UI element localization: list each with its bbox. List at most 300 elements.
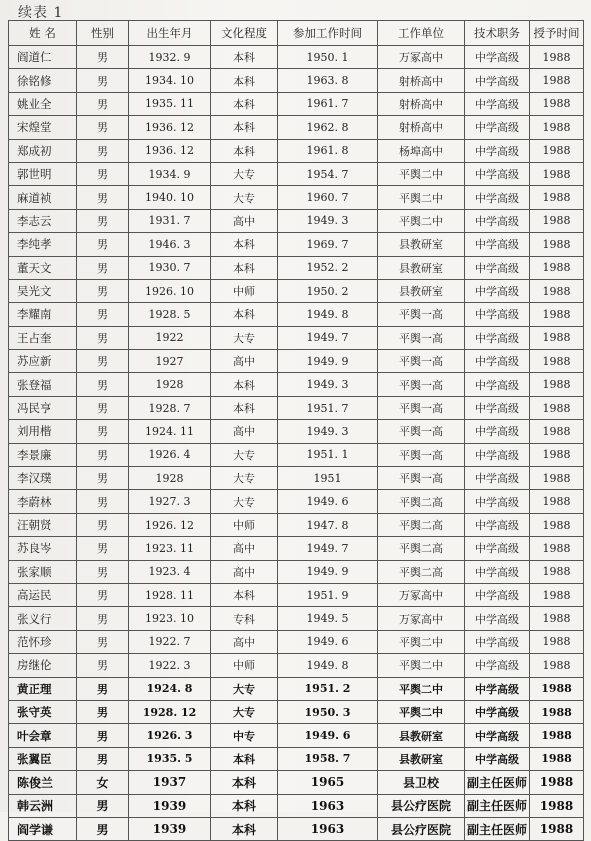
cell-education: 本科 (211, 817, 278, 840)
cell-education: 本科 (211, 771, 278, 794)
cell-gender: 男 (77, 583, 129, 606)
table-row (9, 443, 584, 466)
cell-title: 中学高级 (465, 186, 530, 209)
cell-work-start: 1951. 7 (278, 396, 378, 419)
cell-name: 张翼臣 (9, 747, 77, 770)
cell-education: 本科 (211, 256, 278, 279)
cell-name: 叶会章 (9, 724, 77, 747)
table-row (9, 92, 584, 115)
cell-workplace: 县教研室 (378, 747, 465, 770)
cell-gender: 男 (77, 490, 129, 513)
table-row (9, 233, 584, 256)
cell-name: 李景廉 (9, 443, 77, 466)
table-row (9, 677, 584, 700)
table-row (9, 794, 584, 817)
cell-birth: 1923. 10 (129, 607, 211, 630)
cell-workplace: 平舆一高 (378, 373, 465, 396)
cell-gender: 男 (77, 817, 129, 840)
cell-education: 大专 (211, 467, 278, 490)
cell-granted: 1988 (530, 279, 584, 302)
cell-birth: 1922. 7 (129, 630, 211, 653)
cell-workplace: 平舆二高 (378, 513, 465, 536)
cell-education: 大专 (211, 490, 278, 513)
table-row (9, 817, 584, 840)
cell-granted: 1988 (530, 139, 584, 162)
cell-granted: 1988 (530, 373, 584, 396)
cell-granted: 1988 (530, 162, 584, 185)
header-education: 文化程度 (211, 21, 278, 46)
cell-granted: 1988 (530, 537, 584, 560)
cell-work-start: 1960. 7 (278, 186, 378, 209)
cell-gender: 男 (77, 116, 129, 139)
cell-title: 中学高级 (465, 116, 530, 139)
cell-workplace: 平舆一高 (378, 303, 465, 326)
cell-work-start: 1950. 2 (278, 279, 378, 302)
cell-title: 中学高级 (465, 467, 530, 490)
cell-workplace: 万冢高中 (378, 607, 465, 630)
cell-birth: 1927 (129, 350, 211, 373)
cell-birth: 1926. 10 (129, 279, 211, 302)
cell-gender: 男 (77, 700, 129, 723)
cell-granted: 1988 (530, 92, 584, 115)
table-header-row (9, 21, 584, 46)
cell-education: 高中 (211, 537, 278, 560)
cell-birth: 1926. 3 (129, 724, 211, 747)
cell-birth: 1928. 5 (129, 303, 211, 326)
cell-granted: 1988 (530, 256, 584, 279)
table-row (9, 747, 584, 770)
cell-work-start: 1947. 8 (278, 513, 378, 536)
cell-granted: 1988 (530, 583, 584, 606)
cell-title: 中学高级 (465, 630, 530, 653)
cell-work-start: 1949. 8 (278, 654, 378, 677)
table-row (9, 326, 584, 349)
cell-name: 郭世明 (9, 162, 77, 185)
header-work-start: 参加工作时间 (278, 21, 378, 46)
header-workplace: 工作单位 (378, 21, 465, 46)
cell-granted: 1988 (530, 350, 584, 373)
cell-gender: 男 (77, 46, 129, 69)
cell-education: 大专 (211, 186, 278, 209)
cell-name: 李蔚林 (9, 490, 77, 513)
cell-workplace: 射桥高中 (378, 69, 465, 92)
cell-granted: 1988 (530, 186, 584, 209)
cell-name: 冯民亨 (9, 396, 77, 419)
cell-gender: 男 (77, 607, 129, 630)
table-body (9, 46, 584, 841)
cell-gender: 男 (77, 537, 129, 560)
cell-birth: 1932. 9 (129, 46, 211, 69)
cell-birth: 1940. 10 (129, 186, 211, 209)
cell-workplace: 县公疗医院 (378, 817, 465, 840)
cell-education: 本科 (211, 46, 278, 69)
cell-granted: 1988 (530, 771, 584, 794)
cell-gender: 男 (77, 747, 129, 770)
cell-education: 中师 (211, 279, 278, 302)
cell-workplace: 平舆一高 (378, 443, 465, 466)
cell-education: 高中 (211, 420, 278, 443)
cell-birth: 1926. 4 (129, 443, 211, 466)
cell-education: 中师 (211, 513, 278, 536)
table-row (9, 350, 584, 373)
cell-title: 中学高级 (465, 373, 530, 396)
cell-title: 中学高级 (465, 654, 530, 677)
table-row (9, 69, 584, 92)
cell-workplace: 平舆一高 (378, 420, 465, 443)
cell-title: 中学高级 (465, 677, 530, 700)
header-granted: 授予时间 (530, 21, 584, 46)
cell-granted: 1988 (530, 700, 584, 723)
cell-work-start: 1951. 9 (278, 583, 378, 606)
cell-birth: 1926. 12 (129, 513, 211, 536)
table-row (9, 303, 584, 326)
cell-workplace: 射桥高中 (378, 116, 465, 139)
cell-name: 董天文 (9, 256, 77, 279)
cell-birth: 1928 (129, 373, 211, 396)
cell-education: 大专 (211, 443, 278, 466)
cell-gender: 男 (77, 443, 129, 466)
table-row (9, 560, 584, 583)
cell-workplace: 县教研室 (378, 724, 465, 747)
table-row (9, 209, 584, 232)
cell-workplace: 平舆二中 (378, 654, 465, 677)
cell-title: 中学高级 (465, 279, 530, 302)
cell-name: 张守英 (9, 700, 77, 723)
cell-title: 中学高级 (465, 537, 530, 560)
cell-education: 高中 (211, 350, 278, 373)
cell-granted: 1988 (530, 513, 584, 536)
cell-workplace: 平舆一高 (378, 396, 465, 419)
cell-granted: 1988 (530, 817, 584, 840)
cell-birth: 1928. 12 (129, 700, 211, 723)
table-row (9, 186, 584, 209)
cell-gender: 男 (77, 373, 129, 396)
cell-work-start: 1963 (278, 794, 378, 817)
cell-workplace: 县卫校 (378, 771, 465, 794)
cell-work-start: 1969. 7 (278, 233, 378, 256)
cell-granted: 1988 (530, 724, 584, 747)
table-row (9, 654, 584, 677)
cell-title: 中学高级 (465, 92, 530, 115)
cell-birth: 1930. 7 (129, 256, 211, 279)
cell-gender: 男 (77, 186, 129, 209)
cell-granted: 1988 (530, 467, 584, 490)
cell-education: 大专 (211, 162, 278, 185)
cell-granted: 1988 (530, 747, 584, 770)
cell-education: 本科 (211, 303, 278, 326)
cell-birth: 1937 (129, 771, 211, 794)
table-row (9, 630, 584, 653)
cell-work-start: 1949. 5 (278, 607, 378, 630)
cell-education: 本科 (211, 396, 278, 419)
cell-title: 中学高级 (465, 256, 530, 279)
cell-workplace: 射桥高中 (378, 92, 465, 115)
cell-birth: 1923. 11 (129, 537, 211, 560)
cell-granted: 1988 (530, 560, 584, 583)
cell-title: 中学高级 (465, 139, 530, 162)
cell-birth: 1934. 10 (129, 69, 211, 92)
table-row (9, 724, 584, 747)
table-row (9, 771, 584, 794)
cell-gender: 男 (77, 350, 129, 373)
cell-granted: 1988 (530, 46, 584, 69)
table-row (9, 279, 584, 302)
cell-name: 陈俊兰 (9, 771, 77, 794)
cell-education: 本科 (211, 747, 278, 770)
cell-birth: 1922 (129, 326, 211, 349)
cell-name: 张义行 (9, 607, 77, 630)
cell-work-start: 1952. 2 (278, 256, 378, 279)
cell-birth: 1928. 11 (129, 583, 211, 606)
cell-workplace: 平舆二中 (378, 700, 465, 723)
cell-granted: 1988 (530, 490, 584, 513)
cell-gender: 女 (77, 771, 129, 794)
cell-work-start: 1950. 1 (278, 46, 378, 69)
cell-education: 高中 (211, 209, 278, 232)
cell-granted: 1988 (530, 303, 584, 326)
cell-title: 中学高级 (465, 350, 530, 373)
cell-title: 中学高级 (465, 560, 530, 583)
cell-work-start: 1949. 7 (278, 326, 378, 349)
cell-education: 中师 (211, 654, 278, 677)
cell-gender: 男 (77, 560, 129, 583)
cell-work-start: 1951. 1 (278, 443, 378, 466)
header-title: 技术职务 (465, 21, 530, 46)
cell-education: 本科 (211, 139, 278, 162)
cell-workplace: 杨埠高中 (378, 139, 465, 162)
cell-education: 本科 (211, 583, 278, 606)
cell-birth: 1931. 7 (129, 209, 211, 232)
cell-work-start: 1949. 6 (278, 490, 378, 513)
cell-gender: 男 (77, 396, 129, 419)
cell-workplace: 平舆一高 (378, 350, 465, 373)
table-row (9, 139, 584, 162)
cell-name: 苏良岑 (9, 537, 77, 560)
cell-workplace: 平舆二中 (378, 630, 465, 653)
cell-granted: 1988 (530, 630, 584, 653)
cell-gender: 男 (77, 654, 129, 677)
cell-birth: 1934. 9 (129, 162, 211, 185)
table-row (9, 513, 584, 536)
cell-granted: 1988 (530, 116, 584, 139)
cell-name: 徐铭修 (9, 69, 77, 92)
cell-gender: 男 (77, 69, 129, 92)
cell-title: 中学高级 (465, 443, 530, 466)
cell-name: 范怀珍 (9, 630, 77, 653)
cell-granted: 1988 (530, 326, 584, 349)
cell-name: 黄正理 (9, 677, 77, 700)
cell-title: 中学高级 (465, 69, 530, 92)
cell-name: 郑成初 (9, 139, 77, 162)
cell-workplace: 平舆二中 (378, 186, 465, 209)
staff-table (8, 20, 584, 841)
cell-gender: 男 (77, 420, 129, 443)
cell-title: 中学高级 (465, 162, 530, 185)
cell-workplace: 平舆二中 (378, 162, 465, 185)
cell-birth: 1924. 11 (129, 420, 211, 443)
cell-workplace: 万冢高中 (378, 583, 465, 606)
cell-title: 中学高级 (465, 490, 530, 513)
table-row (9, 46, 584, 69)
cell-birth: 1935. 5 (129, 747, 211, 770)
header-name: 姓 名 (9, 21, 77, 46)
cell-title: 副主任医师 (465, 771, 530, 794)
table-row (9, 467, 584, 490)
cell-birth: 1924. 8 (129, 677, 211, 700)
cell-gender: 男 (77, 630, 129, 653)
cell-title: 中学高级 (465, 420, 530, 443)
cell-gender: 男 (77, 139, 129, 162)
cell-granted: 1988 (530, 420, 584, 443)
cell-name: 高运民 (9, 583, 77, 606)
cell-workplace: 平舆二高 (378, 537, 465, 560)
table-row (9, 396, 584, 419)
cell-birth: 1927. 3 (129, 490, 211, 513)
cell-granted: 1988 (530, 607, 584, 630)
cell-gender: 男 (77, 209, 129, 232)
cell-work-start: 1963. 8 (278, 69, 378, 92)
cell-name: 阎道仁 (9, 46, 77, 69)
cell-granted: 1988 (530, 677, 584, 700)
cell-work-start: 1962. 8 (278, 116, 378, 139)
cell-education: 本科 (211, 373, 278, 396)
cell-birth: 1939 (129, 817, 211, 840)
cell-workplace: 县教研室 (378, 279, 465, 302)
cell-education: 大专 (211, 326, 278, 349)
cell-birth: 1936. 12 (129, 116, 211, 139)
cell-gender: 男 (77, 162, 129, 185)
cell-name: 张家顺 (9, 560, 77, 583)
cell-gender: 男 (77, 467, 129, 490)
cell-title: 中学高级 (465, 700, 530, 723)
cell-birth: 1922. 3 (129, 654, 211, 677)
cell-work-start: 1949. 9 (278, 560, 378, 583)
cell-gender: 男 (77, 513, 129, 536)
cell-education: 专科 (211, 607, 278, 630)
cell-gender: 男 (77, 233, 129, 256)
cell-education: 大专 (211, 700, 278, 723)
table-row (9, 256, 584, 279)
cell-education: 本科 (211, 794, 278, 817)
cell-title: 中学高级 (465, 724, 530, 747)
cell-granted: 1988 (530, 69, 584, 92)
cell-workplace: 平舆二高 (378, 490, 465, 513)
cell-name: 李汉璞 (9, 467, 77, 490)
cell-title: 中学高级 (465, 326, 530, 349)
cell-education: 高中 (211, 560, 278, 583)
cell-name: 李纯孝 (9, 233, 77, 256)
cell-birth: 1923. 4 (129, 560, 211, 583)
cell-title: 中学高级 (465, 513, 530, 536)
cell-work-start: 1949. 3 (278, 209, 378, 232)
cell-name: 房继伦 (9, 654, 77, 677)
cell-name: 汪朝贤 (9, 513, 77, 536)
cell-name: 吴光文 (9, 279, 77, 302)
cell-birth: 1946. 3 (129, 233, 211, 256)
cell-gender: 男 (77, 677, 129, 700)
table-row (9, 583, 584, 606)
cell-work-start: 1949. 6 (278, 724, 378, 747)
table-row (9, 420, 584, 443)
cell-workplace: 平舆二高 (378, 560, 465, 583)
cell-gender: 男 (77, 303, 129, 326)
cell-workplace: 平舆一高 (378, 326, 465, 349)
cell-education: 本科 (211, 69, 278, 92)
cell-work-start: 1951. 2 (278, 677, 378, 700)
cell-birth: 1936. 12 (129, 139, 211, 162)
cell-work-start: 1949. 3 (278, 373, 378, 396)
cell-workplace: 平舆二中 (378, 677, 465, 700)
table-row (9, 162, 584, 185)
cell-title: 副主任医师 (465, 817, 530, 840)
cell-title: 中学高级 (465, 747, 530, 770)
cell-name: 张登福 (9, 373, 77, 396)
cell-granted: 1988 (530, 654, 584, 677)
cell-granted: 1988 (530, 233, 584, 256)
cell-birth: 1939 (129, 794, 211, 817)
cell-education: 大专 (211, 677, 278, 700)
cell-gender: 男 (77, 256, 129, 279)
header-birth: 出生年月 (129, 21, 211, 46)
cell-birth: 1928 (129, 467, 211, 490)
table-row (9, 116, 584, 139)
cell-name: 姚业全 (9, 92, 77, 115)
cell-work-start: 1950. 3 (278, 700, 378, 723)
cell-granted: 1988 (530, 209, 584, 232)
cell-work-start: 1958. 7 (278, 747, 378, 770)
cell-gender: 男 (77, 92, 129, 115)
cell-name: 王占奎 (9, 326, 77, 349)
cell-title: 中学高级 (465, 607, 530, 630)
cell-name: 苏应新 (9, 350, 77, 373)
cell-work-start: 1951 (278, 467, 378, 490)
cell-workplace: 县教研室 (378, 256, 465, 279)
cell-name: 阎学谦 (9, 817, 77, 840)
cell-work-start: 1949. 8 (278, 303, 378, 326)
cell-granted: 1988 (530, 794, 584, 817)
cell-birth: 1928. 7 (129, 396, 211, 419)
cell-work-start: 1965 (278, 771, 378, 794)
cell-workplace: 平舆一高 (378, 467, 465, 490)
cell-title: 中学高级 (465, 303, 530, 326)
cell-education: 本科 (211, 116, 278, 139)
table-row (9, 373, 584, 396)
cell-name: 李耀南 (9, 303, 77, 326)
table-row (9, 537, 584, 560)
cell-gender: 男 (77, 794, 129, 817)
cell-name: 韩云洲 (9, 794, 77, 817)
cell-work-start: 1949. 3 (278, 420, 378, 443)
table-caption: 续表 1 (18, 5, 64, 21)
cell-work-start: 1961. 7 (278, 92, 378, 115)
cell-granted: 1988 (530, 443, 584, 466)
table-row (9, 490, 584, 513)
cell-education: 本科 (211, 92, 278, 115)
cell-title: 中学高级 (465, 46, 530, 69)
header-gender: 性别 (77, 21, 129, 46)
cell-name: 宋煌堂 (9, 116, 77, 139)
cell-gender: 男 (77, 326, 129, 349)
cell-workplace: 县公疗医院 (378, 794, 465, 817)
cell-work-start: 1949. 9 (278, 350, 378, 373)
cell-title: 副主任医师 (465, 794, 530, 817)
cell-work-start: 1961. 8 (278, 139, 378, 162)
cell-workplace: 平舆二中 (378, 209, 465, 232)
cell-granted: 1988 (530, 396, 584, 419)
cell-title: 中学高级 (465, 396, 530, 419)
cell-work-start: 1949. 6 (278, 630, 378, 653)
cell-name: 刘用楷 (9, 420, 77, 443)
